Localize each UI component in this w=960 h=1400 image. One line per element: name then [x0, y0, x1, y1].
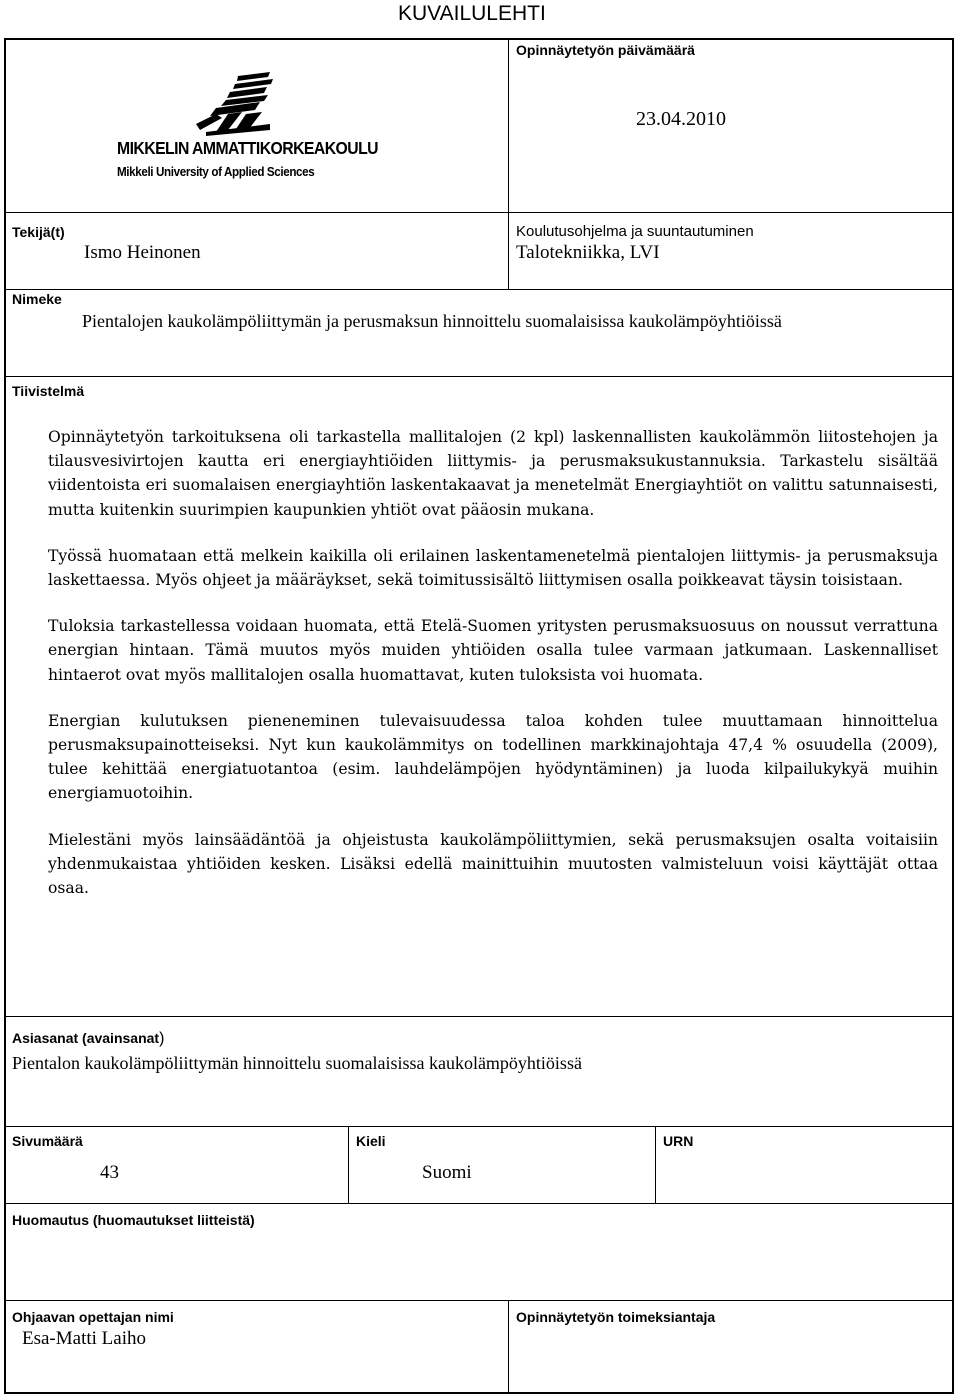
divider — [4, 212, 954, 213]
divider — [4, 1203, 954, 1204]
keywords-label — [12, 1030, 164, 1048]
divider — [508, 1300, 509, 1394]
divider — [348, 1126, 349, 1204]
keywords-value: Pientalon kaukolämpöliittymän hinnoittelu suomalaisissa kaukolämpöyhtiöissä — [12, 1053, 582, 1073]
divider — [4, 1300, 954, 1301]
divider — [4, 1016, 954, 1017]
logo-subtitle: Mikkeli University of Applied Sciences — [117, 165, 315, 179]
author-label: Tekijä(t) — [12, 224, 65, 240]
page-title: KUVAILULEHTI — [398, 2, 546, 25]
thesis-title: Pientalojen kaukolämpöliittymän ja perusmaksun hinnoittelu suomalaisissa kaukolämpöyhtiöissä — [82, 311, 782, 331]
keywords-label-text: Asiasanat (avainsanat — [12, 1030, 160, 1046]
abstract-paragraph: Tuloksia tarkastellessa voidaan huomata, että Etelä-Suomen yritysten perusmaksuosuus on noussut verrattuna energian hintaan. Tämä muutos myös muiden yhtiöiden osalla tulee varmaan jatkumaan. Laskennalliset hintaerot ovat myös mallitalojen osalla huomattavat, kuten tuloksista voi huomata. — [48, 617, 938, 684]
supervisor-label: Ohjaavan opettajan nimi — [12, 1309, 174, 1325]
divider — [508, 38, 509, 290]
abstract-paragraph: Mielestäni myös lainsäädäntöä ja ohjeistusta kaukolämpöliittymien, sekä perusmaksujen osalta voitaisiin yhdenmukaistaa yhtiöiden kesken. Lisäksi edellä mainittuihin muutosten valmisteluun voisi käyttäjät ottaa osaa. — [48, 830, 938, 898]
abstract-label: Tiivistelmä — [12, 383, 85, 399]
language-value: Suomi — [422, 1162, 472, 1183]
remarks-label: Huomautus (huomautukset liitteistä) — [12, 1212, 255, 1228]
abstract-paragraph: Energian kulutuksen pieneneminen tulevaisuudessa taloa kohden tulee muuttamaan hinnoittelua perusmaksupainotteiseksi. Nyt kun kaukolämmitys on todellinen markkinajohtaja 47,4 % osuudella (2009), tulee kehittää energiatuotantoa (esim. lauhdelämpöjen hyödyntäminen) ja luoda kilpailukykyä muihin energiamuotoihin. — [48, 711, 938, 803]
title-label: Nimeke — [12, 291, 62, 307]
programme-value: Talotekniikka, LVI — [516, 242, 660, 263]
divider — [655, 1126, 656, 1204]
abstract-paragraph: Opinnäytetyön tarkoituksena oli tarkastella mallitalojen (2 kpl) laskennallisten kaukolämmön liitostehojen ja tilausvesivirtojen kautta eri energiayhtiöiden liittymis- ja perusmaksukustannuksia. Tarkastelu sisältää viidentoista eri suomalaisen energiayhtiön laskentakaavat ja menetelmät Energiayhtiöt on valittu satunnaisesti, mutta kuitenkin suurimpien kaupunkien yhtiöt ovat pääosin mukana. — [48, 428, 938, 519]
logo-emblem-icon — [110, 70, 360, 140]
programme-label: Koulutusohjelma ja suuntautuminen — [516, 223, 754, 240]
language-label: Kieli — [356, 1133, 386, 1149]
divider — [4, 1126, 954, 1127]
urn-label: URN — [663, 1133, 694, 1149]
abstract-paragraph: Työssä huomataan että melkein kaikilla oli erilainen laskentamenetelmä pientalojen liittymis- ja perusmaksuja laskettaessa. Myös ohjeet ja määräykset, sekä toimitussisältö liittymisen osalla poikkeavat täysin toisistaan. — [48, 546, 938, 590]
abstract-text — [48, 425, 938, 922]
university-logo — [110, 70, 379, 182]
thesis-date-value: 23.04.2010 — [636, 108, 726, 130]
commissioner-label: Opinnäytetyön toimeksiantaja — [516, 1309, 716, 1325]
pages-label: Sivumäärä — [12, 1133, 83, 1149]
pages-value: 43 — [100, 1162, 119, 1183]
divider — [4, 289, 954, 290]
author-value: Ismo Heinonen — [84, 242, 201, 263]
thesis-date-label: Opinnäytetyön päivämäärä — [516, 42, 695, 58]
keywords-label-paren: ) — [159, 1030, 165, 1047]
logo-name: MIKKELIN AMMATTIKORKEAKOULU — [117, 138, 379, 158]
supervisor-value: Esa-Matti Laiho — [22, 1328, 146, 1349]
divider — [4, 376, 954, 377]
